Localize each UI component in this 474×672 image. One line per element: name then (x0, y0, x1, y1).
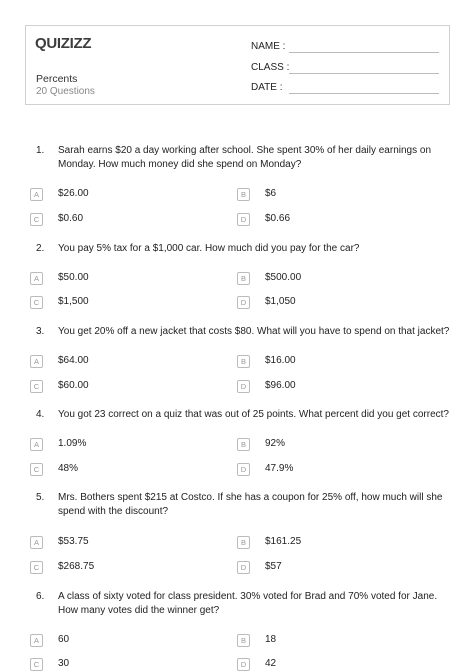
question-number: 5. (36, 492, 45, 503)
option-letter-box: C (30, 658, 43, 671)
option-value: 60 (58, 634, 70, 645)
option-letter-box: B (237, 188, 250, 201)
question-number: 6. (36, 591, 45, 602)
option-value: $64.00 (58, 355, 89, 366)
question-text (58, 144, 458, 172)
option-letter-box: B (237, 536, 250, 549)
option-letter-box: C (30, 296, 43, 309)
question-line: Sarah earns $20 a day working after school. She spent 30% of her daily earnings on (58, 145, 432, 156)
name-label: NAME : (251, 41, 286, 52)
date-field[interactable] (251, 82, 282, 93)
option-letter-box: A (30, 634, 43, 647)
question-line: A class of sixty voted for class president. 30% voted for Brad and 70% voted for Jane. (58, 591, 438, 602)
option-letter-box: B (237, 438, 250, 451)
option-value: $0.66 (265, 213, 291, 224)
question-text (58, 325, 458, 339)
option-letter-box: A (30, 355, 43, 368)
option-value: 30 (58, 658, 70, 669)
option-letter-box: D (237, 463, 250, 476)
option-letter-box: B (237, 355, 250, 368)
option-letter-box: D (237, 380, 250, 393)
question-line: You get 20% off a new jacket that costs $80. What will you have to spend on that jacket? (58, 326, 450, 337)
quizizz-logo: QUIZIZZ (35, 35, 92, 52)
question-line: How many votes did the winner get? (58, 605, 220, 616)
option-value: 47.9% (265, 463, 294, 474)
class-line (289, 73, 439, 74)
option-value: 18 (265, 634, 277, 645)
option-value: $53.75 (58, 536, 89, 547)
name-line (289, 52, 439, 53)
option-letter-box: C (30, 463, 43, 476)
worksheet-title: Percents (36, 73, 78, 85)
option-letter-box: D (237, 213, 250, 226)
question-line: spend with the discount? (58, 506, 169, 517)
option-value: 92% (265, 438, 286, 449)
option-value: $60.00 (58, 380, 89, 391)
worksheet-header (25, 25, 450, 105)
option-value: $1,500 (58, 296, 89, 307)
option-letter-box: C (30, 561, 43, 574)
option-letter-box: C (30, 213, 43, 226)
option-value: $50.00 (58, 272, 89, 283)
option-value: $6 (265, 188, 277, 199)
option-letter-box: D (237, 658, 250, 671)
question-number: 2. (36, 243, 45, 254)
option-letter-box: B (237, 272, 250, 285)
option-letter-box: A (30, 272, 43, 285)
date-label: DATE : (251, 82, 283, 93)
option-letter-box: A (30, 536, 43, 549)
option-letter-box: D (237, 296, 250, 309)
question-text (58, 590, 458, 618)
question-text (58, 242, 458, 256)
option-value: $16.00 (265, 355, 296, 366)
question-line: You got 23 correct on a quiz that was out of 25 points. What percent did you get correct? (58, 409, 449, 420)
option-value: 42 (265, 658, 277, 669)
option-value: $0.60 (58, 213, 84, 224)
option-value: 48% (58, 463, 79, 474)
option-letter-box: C (30, 380, 43, 393)
question-line: Mrs. Bothers spent $215 at Costco. If she has a coupon for 25% off, how much will she (58, 492, 443, 503)
option-value: $1,050 (265, 296, 296, 307)
option-value: $26.00 (58, 188, 89, 199)
class-label: CLASS : (251, 62, 290, 73)
option-letter-box: A (30, 188, 43, 201)
question-number: 3. (36, 326, 45, 337)
question-line: Monday. How much money did she spend on Monday? (58, 159, 302, 170)
option-value: $500.00 (265, 272, 302, 283)
question-text (58, 491, 458, 519)
question-text (58, 408, 458, 422)
date-line (289, 93, 439, 94)
option-value: $57 (265, 561, 282, 572)
option-letter-box: D (237, 561, 250, 574)
option-letter-box: A (30, 438, 43, 451)
option-value: $161.25 (265, 536, 302, 547)
question-number: 1. (36, 145, 45, 156)
class-field[interactable] (251, 62, 289, 73)
name-field[interactable] (251, 41, 285, 52)
option-value: $96.00 (265, 380, 296, 391)
option-value: 1.09% (58, 438, 87, 449)
question-number: 4. (36, 409, 45, 420)
option-letter-box: B (237, 634, 250, 647)
question-line: You pay 5% tax for a $1,000 car. How much did you pay for the car? (58, 243, 360, 254)
option-value: $268.75 (58, 561, 95, 572)
question-count: 20 Questions (36, 86, 95, 97)
